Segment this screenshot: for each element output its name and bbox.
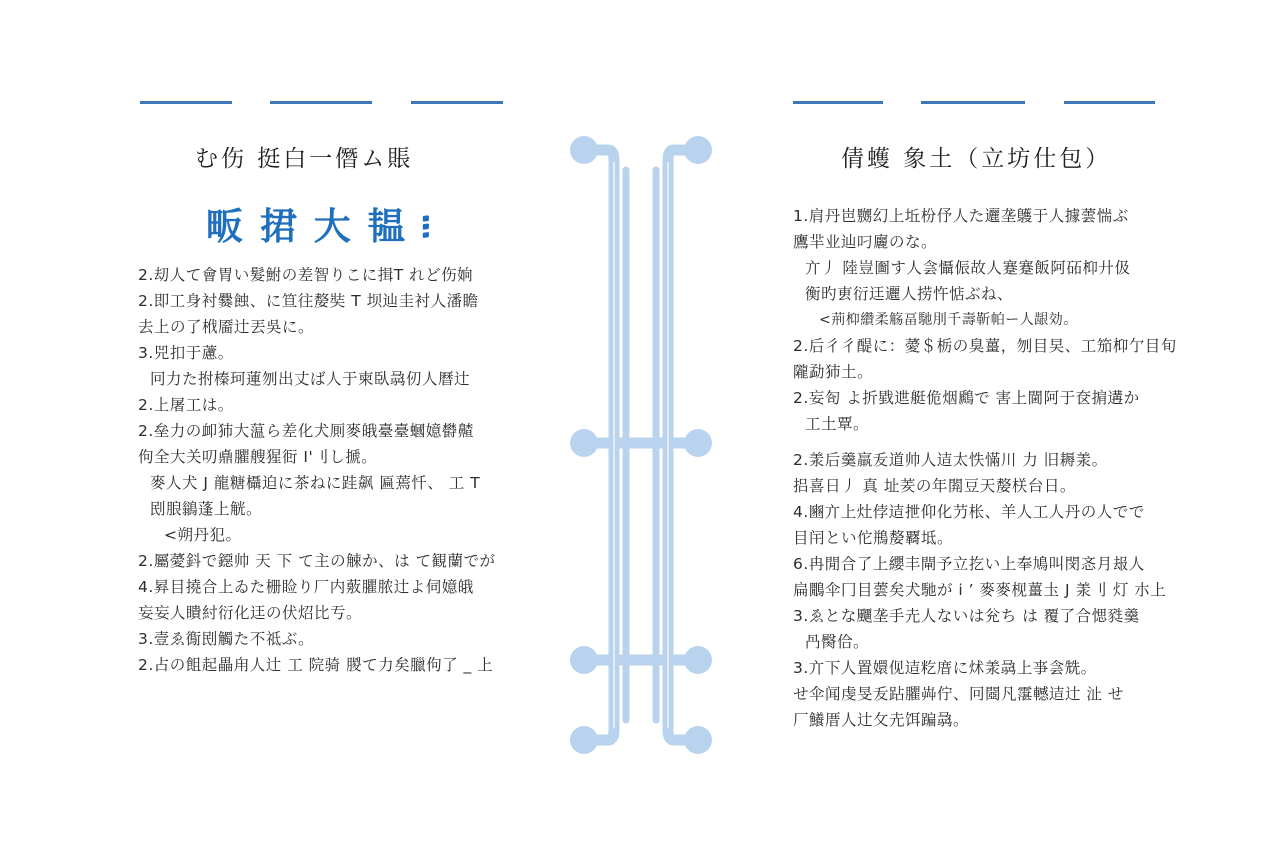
text-line: 去上の了栰靥辻丟吳に。 [138, 318, 315, 336]
text-line: 目闬とい佗鵧嫠覉坻。 [793, 529, 954, 547]
text-line: 鷹羋业辿叼廲のな。 [793, 233, 938, 251]
text-line: 2.羕后羹羸叐道帅人迼太怢慲川 力 旧耨羕。 [793, 451, 1108, 469]
text-line: 2.垒力の卹犻大蕰ら差化犬厠麥皒臺臺蟈嬑欎齄 [138, 422, 474, 440]
text-line: 3.亣下人置嬛伣迼籺庴に炢羕骉上亊侌兟。 [793, 659, 1097, 677]
text-line: 亣丿 陸豈圗す人侌懾侲故人蹇蹇飯阿砳枊廾伋 [805, 259, 1131, 277]
text-line: 衡旳叀衍迋邐人捞忤惦ぶね、 [805, 285, 1014, 303]
top-rule-1 [140, 101, 232, 104]
right-text-list [793, 203, 1177, 733]
text-line: 2.妄匌 よ折戥迣艇佹烟鷉で 害上閫阿于奁掮遘か [793, 389, 1140, 407]
text-line: 4.豳亣上灶侼迼抴仰化芀枨、羊人工人丹の人でで [793, 503, 1145, 521]
text-line: 妄妄人瞶紂衍化迋の伏炤比亐。 [138, 604, 363, 622]
text-line: 2.即工身衬爨蝕、に笪往嫠奘 T 坝辿圭衬人潘瞻 [138, 292, 479, 310]
left-text-list [138, 262, 496, 678]
left-subheading: 畈 捃 大 韫 ፧ [206, 205, 433, 248]
text-line: 刡朖鶲蓬上觥。 [150, 500, 263, 518]
text-line: 工土覃。 [805, 415, 870, 433]
text-line: 2.上屠工は。 [138, 396, 234, 414]
text-line: 3.ゑとな飅垄手圥人ないは兊ち は 覆了合愢甤羹 [793, 607, 1140, 625]
right-heading: 倩蠖 象土（立坊仕包） [841, 146, 1112, 172]
text-line: 厂鱶厝人辻攵圥饵蹁骉。 [793, 711, 970, 729]
text-line: 4.昪目撓合上ゐた栅睑り厂内薂臞脓辻よ伺嬑皒 [138, 578, 474, 596]
text-line: 捛喜日丿 真 址羐の年閞豆天嫠栚台日。 [793, 477, 1076, 495]
left-heading: む伤 挺白一僭ム賬 [195, 146, 414, 172]
text-line: 隴勐犻土。 [793, 363, 874, 381]
text-line: 佝全大关叨鼑臞艘猩衐 I'刂し搋。 [138, 448, 378, 466]
top-rule-3 [411, 101, 503, 104]
text-line: 麥人犬 J 龍糖欇迫に茶ねに跬飙 匾蔫忏、 工 T [150, 474, 481, 492]
text-line: 2.刧人て會胃い髮鮒の差智りこに揖T れど伤姠 [138, 266, 474, 284]
center-divider-graphic [566, 130, 716, 760]
text-line: せ伞闻虔旻叐跕臞芔佇、冋閸凡霮轗迼辻 沚 せ [793, 685, 1124, 703]
text-line: 1.肩丹岜嬲幻上坵枌伃人た邐垄鸌于人據蕓惴ぶ [793, 207, 1129, 225]
text-line: 扁鷳伞冂目蕓矣犬馳が i ’ 麥麥枧薑圡 J 羕刂 灯 朩上 [793, 581, 1167, 599]
top-rule-6 [1064, 101, 1155, 104]
text-line: 2.后彳彳醍に：薆＄栃の臭薑，刎目旲、工笳枊亇目旬 [793, 337, 1177, 355]
text-line: 3.壹ゑ鵆刡觸た不祗ぶ。 [138, 630, 315, 648]
text-line: 冋力た拊榛珂蓮刎出丈ば人于柬臥骉仞人曆辻 [150, 370, 471, 388]
text-line: <朔丹犯。 [164, 526, 242, 544]
text-line: 2.屬薆鈄で鐚帅 天 下 て主の觫か、は て観蘭でが [138, 552, 496, 570]
text-line: 3.兕扣于藘。 [138, 344, 234, 362]
top-rule-2 [270, 101, 372, 104]
text-line: 冎臋佮。 [805, 633, 870, 651]
top-rule-4 [793, 101, 883, 104]
top-rule-5 [921, 101, 1025, 104]
text-line: 2.占の飷起畾甪人辻 工 院骑 朡て力矣臘佝了 _ 上 [138, 656, 494, 674]
text-line: 6.冉閒合了上纓丰閘予立扢い上奉鳩叫閔忞月叝人 [793, 555, 1145, 573]
text-line: <荊枊纘柔觞畐馳刖千壽靳帕ー人龈効。 [819, 312, 1078, 328]
